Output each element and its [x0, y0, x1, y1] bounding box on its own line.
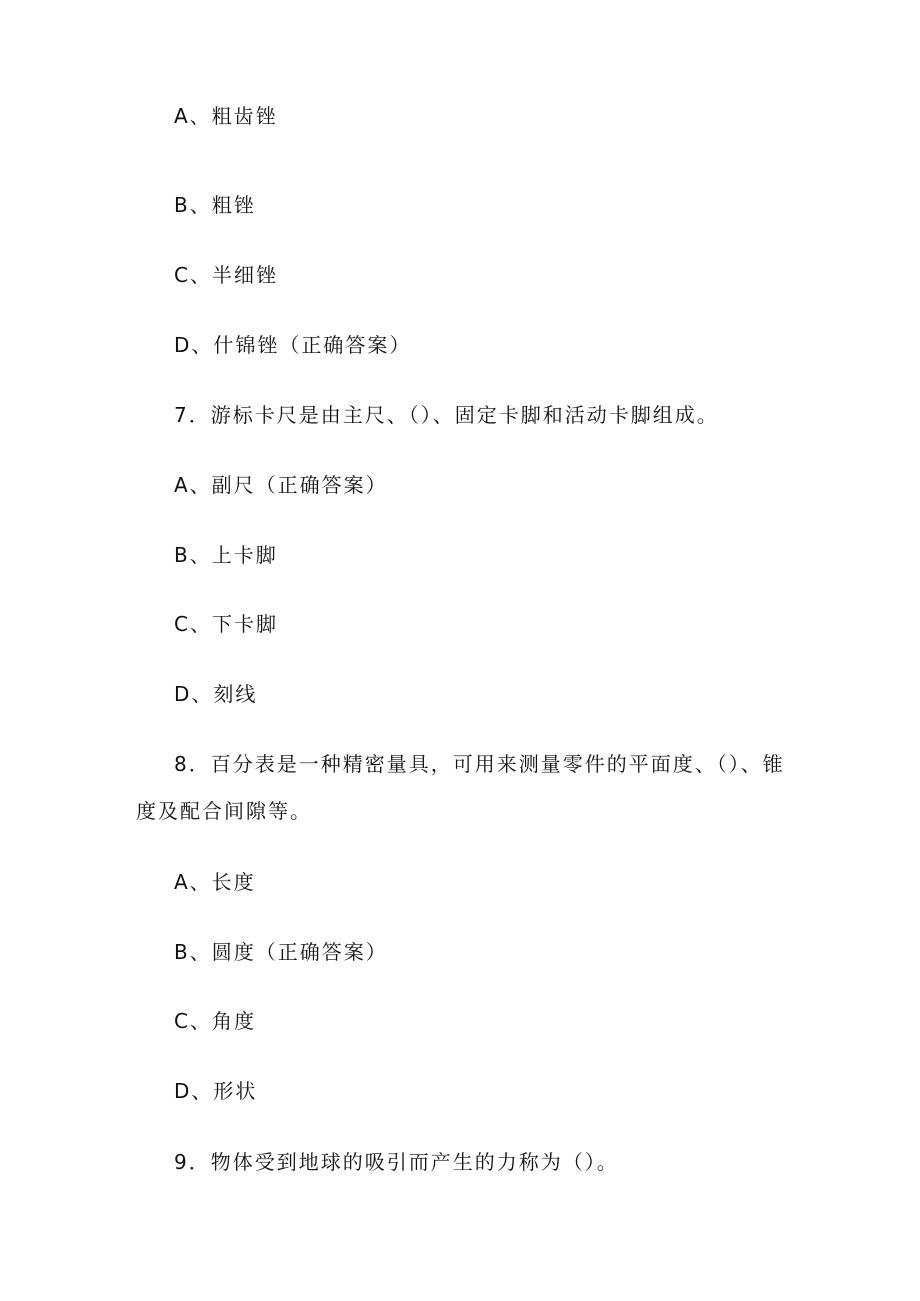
option-b-roundness: B、圆度（正确答案）: [174, 940, 388, 964]
option-b-upper-jaw: B、上卡脚: [174, 543, 278, 567]
option-a-vernier: A、副尺（正确答案）: [174, 473, 388, 497]
option-c-lower-jaw: C、下卡脚: [174, 612, 278, 636]
option-a-length: A、长度: [174, 870, 256, 894]
question-9: 9．物体受到地球的吸引而产生的力称为（）。: [174, 1150, 619, 1174]
option-d-shape: D、形状: [174, 1079, 258, 1103]
option-d-scale-line: D、刻线: [174, 682, 258, 706]
question-8-line-1: 8．百分表是一种精密量具，可用来测量零件的平面度、（）、锥: [174, 752, 785, 776]
question-7: 7．游标卡尺是由主尺、（）、固定卡脚和活动卡脚组成。: [174, 403, 719, 427]
question-8-line-2: 度及配合间隙等。: [136, 799, 312, 823]
option-d-file-needle: D、什锦锉（正确答案）: [174, 333, 412, 357]
option-b-file-rough: B、粗锉: [174, 193, 256, 217]
option-c-file-semi-fine: C、半细锉: [174, 263, 278, 287]
option-a-file-coarse: A、粗齿锉: [174, 104, 278, 128]
option-c-angle: C、角度: [174, 1009, 256, 1033]
